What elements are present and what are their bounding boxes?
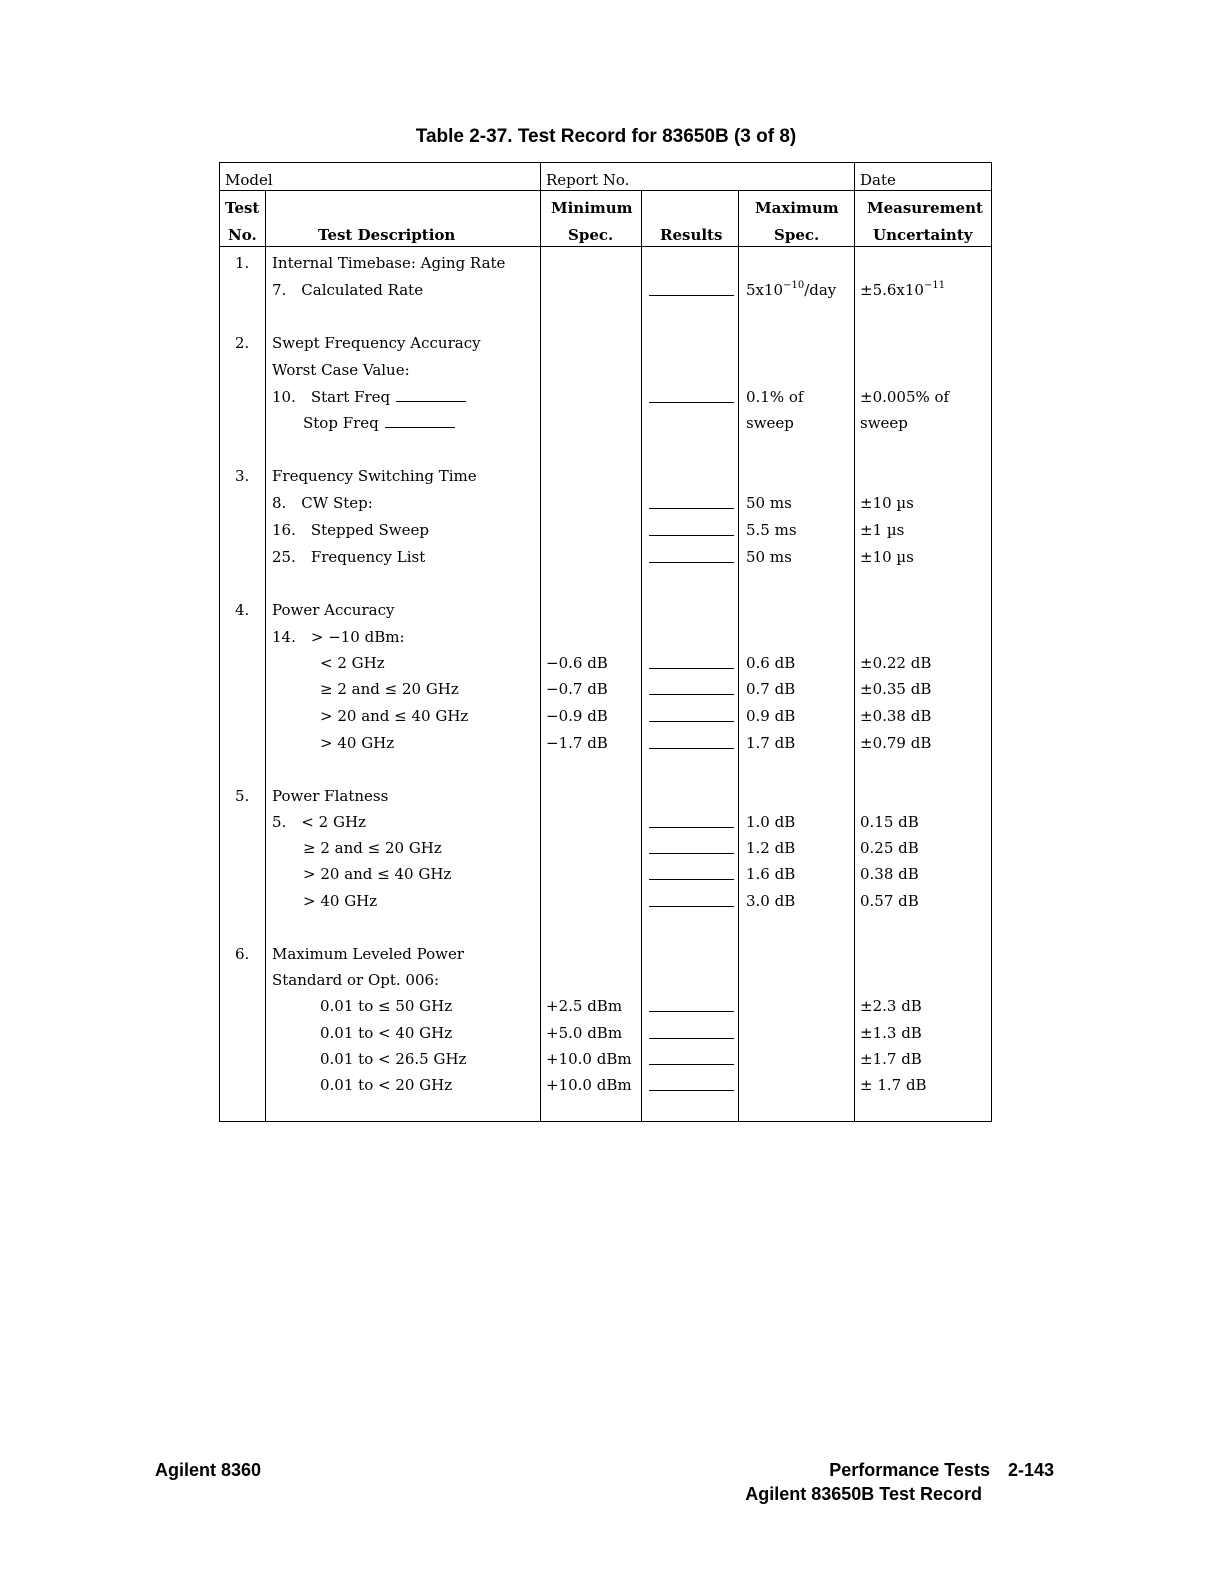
uncertainty: ±1 µs (860, 521, 905, 539)
uncertainty: ±1.3 dB (860, 1024, 922, 1042)
test-step: 0.01 to ≤ 50 GHz (320, 997, 453, 1015)
uncertainty: 0.25 dB (860, 839, 919, 857)
min-spec: −0.9 dB (546, 707, 608, 725)
max-spec: 1.0 dB (746, 813, 796, 831)
min-spec: +10.0 dBm (546, 1076, 632, 1094)
result-blank[interactable] (649, 508, 734, 509)
test-step: 25. Frequency List (272, 548, 426, 566)
max-spec: 50 ms (746, 548, 792, 566)
result-blank[interactable] (649, 853, 734, 854)
test-title: Frequency Switching Time (272, 467, 477, 485)
result-blank[interactable] (649, 668, 734, 669)
col-results-header: Results (660, 226, 723, 244)
uncertainty: ±10 µs (860, 494, 914, 512)
max-spec: 1.7 dB (746, 734, 796, 752)
test-title: Maximum Leveled Power (272, 945, 465, 963)
test-step: ≥ 2 and ≤ 20 GHz (320, 680, 459, 698)
page-number: 2-143 (1007, 1460, 1054, 1480)
min-spec: −1.7 dB (546, 734, 608, 752)
uncertainty: ±0.22 dB (860, 654, 932, 672)
result-blank[interactable] (649, 535, 734, 536)
test-step: 0.01 to < 40 GHz (320, 1024, 453, 1042)
col-divider-no (265, 190, 266, 1121)
footer-product: Agilent 8360 (155, 1460, 262, 1480)
result-blank[interactable] (649, 748, 734, 749)
col-divider-desc (540, 163, 541, 1121)
result-blank[interactable] (649, 906, 734, 907)
col-divider-min (641, 190, 642, 1121)
footer-subsection: Agilent 83650B Test Record (745, 1484, 982, 1504)
result-blank[interactable] (649, 1090, 734, 1091)
date-label: Date (860, 171, 896, 189)
max-spec: 50 ms (746, 494, 792, 512)
table-title: Table 2-37. Test Record for 83650B (3 of 8) (415, 126, 797, 147)
min-spec: −0.7 dB (546, 680, 608, 698)
test-step: ≥ 2 and ≤ 20 GHz (303, 839, 442, 857)
result-blank[interactable] (649, 879, 734, 880)
max-spec: sweep (746, 414, 794, 432)
max-spec: $5x10^{-10}$/day (746, 280, 837, 299)
max-spec: 0.7 dB (746, 680, 796, 698)
result-blank[interactable] (649, 402, 734, 403)
uncertainty: ±0.79 dB (860, 734, 932, 752)
test-title: Power Accuracy (272, 601, 395, 619)
test-step: Stop Freq (303, 414, 455, 432)
max-spec: 1.2 dB (746, 839, 796, 857)
start-freq-blank[interactable] (396, 389, 466, 402)
result-blank[interactable] (649, 1011, 734, 1012)
uncertainty: sweep (860, 414, 908, 432)
test-step: 7. Calculated Rate (272, 281, 424, 299)
col-max-header: Maximum (755, 199, 839, 217)
col-desc-header: Test Description (318, 226, 456, 244)
test-no: 2. (235, 334, 250, 352)
min-spec: −0.6 dB (546, 654, 608, 672)
test-step: 10. Start Freq (272, 388, 466, 406)
test-no: 5. (235, 787, 250, 805)
col-divider-max (854, 163, 855, 1121)
result-blank[interactable] (649, 694, 734, 695)
uncertainty: ±2.3 dB (860, 997, 922, 1015)
test-step: 5. < 2 GHz (272, 813, 366, 831)
col-no-header: No. (228, 226, 257, 244)
test-step: > 40 GHz (320, 734, 395, 752)
min-spec: +10.0 dBm (546, 1050, 632, 1068)
test-no: 3. (235, 467, 250, 485)
max-spec: 5.5 ms (746, 521, 797, 539)
result-blank[interactable] (649, 827, 734, 828)
uncertainty: ±0.38 dB (860, 707, 932, 725)
uncertainty: ±10 µs (860, 548, 914, 566)
test-subtitle: Standard or Opt. 006: (272, 971, 440, 989)
test-title: Internal Timebase: Aging Rate (272, 254, 506, 272)
col-min-header: Minimum (551, 199, 633, 217)
col-min-header-2: Spec. (568, 226, 614, 244)
report-label: Report No. (546, 171, 630, 189)
result-blank[interactable] (649, 562, 734, 563)
uncertainty: 0.15 dB (860, 813, 919, 831)
uncertainty: 0.38 dB (860, 865, 919, 883)
test-step: 8. CW Step: (272, 494, 373, 512)
result-blank[interactable] (649, 1064, 734, 1065)
test-step: > 20 and ≤ 40 GHz (320, 707, 469, 725)
footer-section: Performance Tests 2-143 (829, 1460, 1054, 1480)
uncertainty: 0.57 dB (860, 892, 919, 910)
uncertainty: ±1.7 dB (860, 1050, 922, 1068)
col-test-header: Test (225, 199, 260, 217)
test-step: > 20 and ≤ 40 GHz (303, 865, 452, 883)
uncertainty: ±0.35 dB (860, 680, 932, 698)
max-spec: 0.9 dB (746, 707, 796, 725)
result-blank[interactable] (649, 1038, 734, 1039)
max-spec: 0.6 dB (746, 654, 796, 672)
test-no: 1. (235, 254, 250, 272)
min-spec: +5.0 dBm (546, 1024, 623, 1042)
test-step: 0.01 to < 26.5 GHz (320, 1050, 467, 1068)
col-unc-header-2: Uncertainty (873, 226, 973, 244)
test-step: < 2 GHz (320, 654, 385, 672)
header-divider (219, 190, 992, 191)
col-unc-header: Measurement (867, 199, 983, 217)
max-spec: 1.6 dB (746, 865, 796, 883)
result-blank[interactable] (649, 721, 734, 722)
result-blank[interactable] (649, 295, 734, 296)
uncertainty: ± 1.7 dB (860, 1076, 927, 1094)
test-step: 16. Stepped Sweep (272, 521, 429, 539)
col-divider-results (738, 190, 739, 1121)
min-spec: +2.5 dBm (546, 997, 623, 1015)
stop-freq-blank[interactable] (385, 415, 455, 428)
col-max-header-2: Spec. (774, 226, 820, 244)
max-spec: 0.1% of (746, 388, 804, 406)
header-bottom-divider (219, 246, 992, 247)
max-spec: 3.0 dB (746, 892, 796, 910)
model-label: Model (225, 171, 273, 189)
test-no: 6. (235, 945, 250, 963)
test-no: 4. (235, 601, 250, 619)
uncertainty: ±0.005% of (860, 388, 950, 406)
test-subtitle: Worst Case Value: (272, 361, 410, 379)
test-step: > 40 GHz (303, 892, 378, 910)
test-title: Power Flatness (272, 787, 389, 805)
test-title: Swept Frequency Accuracy (272, 334, 481, 352)
test-step: 0.01 to < 20 GHz (320, 1076, 453, 1094)
uncertainty: $\pm 5.6x10^{-11}$ (860, 280, 946, 299)
test-subtitle: 14. > −10 dBm: (272, 628, 405, 646)
